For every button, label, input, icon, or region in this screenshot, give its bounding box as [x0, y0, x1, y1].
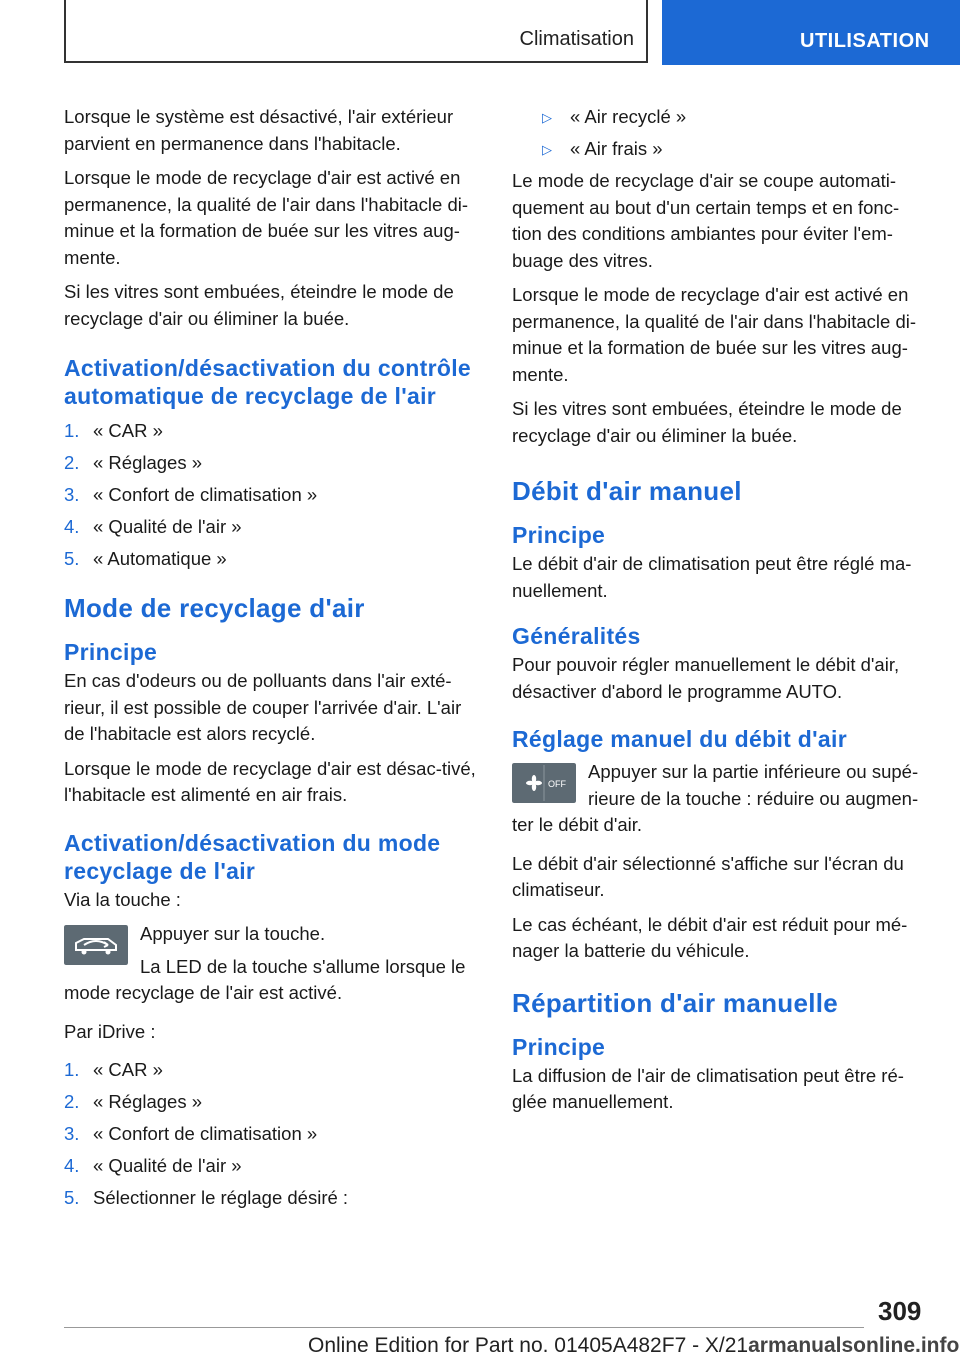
list-item: 1. « CAR »: [64, 420, 163, 441]
footer-divider: [64, 1327, 864, 1328]
paragraph: Lorsque le mode de recyclage d'air est activé en permanence, la qualité de l'air dans l'habitacle di-minue et la formation de buée sur les vitres aug-mente.: [64, 167, 469, 268]
paragraph: Si les vitres sont embuées, éteindre le mode de recyclage d'air ou éliminer la buée.: [512, 398, 902, 446]
fan-off-button-icon: [512, 763, 576, 803]
list-item: 2. « Réglages »: [64, 452, 203, 473]
heading-principle: Principe: [512, 1033, 606, 1060]
steps-list-idrive: [64, 1057, 478, 1211]
button-instruction: [512, 759, 926, 839]
paragraph: Le mode de recyclage d'air se coupe automati-quement au bout d'un certain temps et en fonc-tion des conditions ambiantes pour éviter l'em-buage des vitres.: [512, 170, 900, 271]
list-item: 3. « Confort de climatisation »: [64, 484, 318, 505]
section-title: Climatisation: [519, 28, 634, 50]
options-list: [512, 104, 926, 162]
paragraph: Le débit d'air sélectionné s'affiche sur l'écran du climatiseur.: [512, 852, 904, 900]
paragraph: Via la touche :: [64, 888, 181, 910]
list-item: 5. Sélectionner le réglage désiré :: [64, 1187, 349, 1208]
triangle-bullet-icon: ▷: [542, 142, 552, 157]
heading-activation-mode: Activation/désactivation du mode recyclage de l'air: [64, 829, 441, 884]
left-column: [64, 104, 478, 1219]
paragraph: Le cas échéant, le débit d'air est réduit pour mé-nager la batterie du véhicule.: [512, 913, 908, 961]
heading-general: Généralités: [512, 623, 641, 649]
right-column: [512, 104, 926, 1124]
paragraph: Pour pouvoir régler manuellement le débit d'air, désactiver d'abord le programme AUTO.: [512, 654, 900, 702]
header-chapter-tab: [662, 0, 960, 65]
list-item: 5. « Automatique »: [64, 548, 227, 569]
footer-watermark: armanualsonline.info: [748, 1334, 960, 1357]
heading-manual-adjust: Réglage manuel du débit d'air: [512, 726, 847, 752]
header-section-box: [64, 0, 648, 63]
footer-edition: Online Edition for Part no. 01405A482F7 - X/21armanualsonline.info: [308, 1334, 960, 1357]
paragraph: Appuyer sur la partie inférieure ou supé-: [588, 761, 919, 782]
svg-text:OFF: OFF: [548, 779, 566, 789]
paragraph: mode recyclage de l'air est activé.: [64, 982, 343, 1003]
recirculation-button-icon: [64, 925, 128, 965]
button-instruction: [64, 921, 478, 1007]
paragraph: Lorsque le mode de recyclage d'air est activé en permanence, la qualité de l'air dans l'habitacle di-minue et la formation de buée sur les vitres aug-mente.: [512, 284, 917, 385]
paragraph: Appuyer sur la touche.: [140, 923, 326, 944]
chapter-title: UTILISATION: [800, 30, 930, 52]
heading-manual-distribution: Répartition d'air manuelle: [512, 987, 839, 1018]
paragraph: ter le débit d'air.: [512, 814, 643, 835]
page-number: 309: [878, 1296, 922, 1326]
paragraph: Le débit d'air de climatisation peut être réglé ma-nuellement.: [512, 553, 912, 601]
triangle-bullet-icon: ▷: [542, 110, 552, 125]
paragraph: La diffusion de l'air de climatisation peut être ré-glée manuellement.: [512, 1064, 904, 1112]
steps-list-auto: [64, 418, 478, 572]
heading-auto-recirculation: Activation/désactivation du contrôle automatique de recyclage de l'air: [64, 355, 471, 409]
heading-principle: Principe: [512, 522, 606, 548]
paragraph: Lorsque le système est désactivé, l'air extérieur parvient en permanence dans l'habitacle.: [64, 106, 454, 154]
list-item: 4. « Qualité de l'air »: [64, 516, 242, 537]
list-item: ▷ « Air recyclé »: [512, 104, 926, 130]
heading-manual-airflow: Débit d'air manuel: [512, 476, 742, 506]
heading-principle: Principe: [64, 639, 158, 665]
heading-recirculation-mode: Mode de recyclage d'air: [64, 593, 365, 623]
paragraph: Lorsque le mode de recyclage d'air est désac-tivé, l'habitacle est alimenté en air frais.: [64, 757, 476, 805]
list-item: ▷ « Air frais »: [512, 136, 926, 162]
paragraph: Par iDrive :: [64, 1020, 156, 1042]
paragraph: En cas d'odeurs ou de polluants dans l'air exté-rieur, il est possible de couper l'arrivée d'air. L'air de l'habitacle est alors recyclé.: [64, 670, 462, 744]
list-item: 1. « CAR »: [64, 1059, 163, 1080]
list-item: 2. « Réglages »: [64, 1091, 203, 1112]
list-item: 4. « Qualité de l'air »: [64, 1155, 242, 1176]
paragraph: La LED de la touche s'allume lorsque le: [140, 955, 466, 977]
paragraph: Si les vitres sont embuées, éteindre le mode de recyclage d'air ou éliminer la buée.: [64, 281, 454, 329]
list-item: 3. « Confort de climatisation »: [64, 1123, 318, 1144]
paragraph: rieure de la touche : réduire ou augmen-: [588, 787, 919, 809]
